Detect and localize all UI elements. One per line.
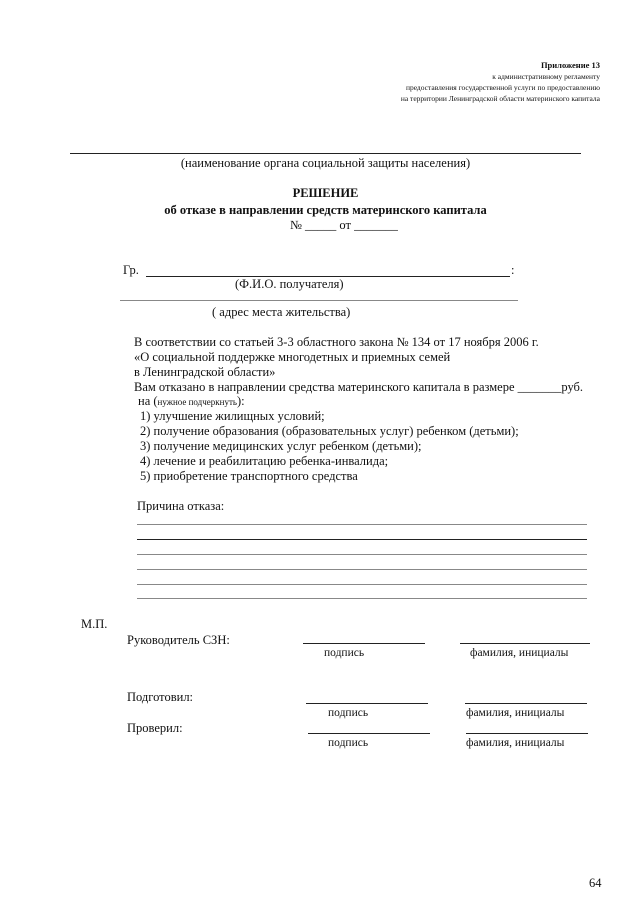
org-name-line [70, 153, 581, 154]
purpose-item-4: 4) лечение и реабилитацию ребенка-инвалида; [140, 454, 389, 468]
decision-subtitle: об отказе в направлении средств материнского капитала [164, 203, 487, 217]
checked-name-caption: фамилия, инициалы [466, 737, 565, 749]
appendix-line-2: предоставления государственной услуги по предоставлению [405, 83, 600, 92]
body-line-3: в Ленинградской области» [134, 365, 276, 379]
reason-line-3 [137, 554, 587, 555]
head-name-caption: фамилия, инициалы [470, 647, 569, 659]
fio-caption: (Ф.И.О. получателя) [235, 277, 344, 291]
recipient-prefix: Гр. [123, 263, 139, 277]
purpose-item-2: 2) получение образования (образовательных услуг) ребенком (детьми); [140, 424, 519, 438]
prepared-sign-caption: подпись [328, 707, 369, 719]
org-caption: (наименование органа социальной защиты населения) [180, 156, 471, 170]
reason-line-6 [137, 598, 587, 599]
address-caption: ( адрес места жительства) [212, 305, 351, 319]
checked-signature-line [308, 733, 430, 734]
appendix-line-1: к административному регламенту [492, 72, 600, 81]
purpose-intro: на (нужное подчеркнуть): [138, 394, 245, 408]
reason-line-1 [137, 524, 587, 525]
reason-label: Причина отказа: [137, 499, 225, 513]
decision-number: № _____ от _______ [290, 218, 398, 232]
head-label: Руководитель СЗН: [127, 633, 230, 647]
page-number: 64 [589, 876, 602, 890]
appendix-line-3: на территории Ленинградской области материнского капитала [400, 94, 600, 103]
appendix-title: Приложение 13 [540, 60, 600, 70]
body-line-1: В соответствии со статьей 3-3 областного закона № 134 от 17 ноября 2006 г. [134, 335, 539, 349]
body-line-4: Вам отказано в направлении средства материнского капитала в размере _______руб. [134, 380, 584, 394]
reason-line-2 [137, 539, 587, 540]
body-line-2: «О социальной поддержке многодетных и приемных семей [134, 350, 451, 364]
reason-line-4 [137, 569, 587, 570]
head-signature-line [303, 643, 425, 644]
checked-label: Проверил: [127, 721, 183, 735]
purpose-item-1: 1) улучшение жилищных условий; [140, 409, 325, 423]
checked-name-line [466, 733, 588, 734]
purpose-item-3: 3) получение медицинских услуг ребенком (детьми); [140, 439, 422, 453]
head-name-line [460, 643, 590, 644]
stamp-label: М.П. [81, 617, 108, 631]
prepared-signature-line [306, 703, 428, 704]
address-line [120, 300, 518, 301]
prepared-label: Подготовил: [127, 690, 194, 704]
purpose-item-5: 5) приобретение транспортного средства [140, 469, 358, 483]
decision-title: РЕШЕНИЕ [292, 186, 359, 200]
prepared-name-caption: фамилия, инициалы [466, 707, 565, 719]
head-sign-caption: подпись [324, 647, 365, 659]
prepared-name-line [465, 703, 587, 704]
recipient-colon: : [511, 263, 515, 277]
reason-line-5 [137, 584, 587, 585]
checked-sign-caption: подпись [328, 737, 369, 749]
